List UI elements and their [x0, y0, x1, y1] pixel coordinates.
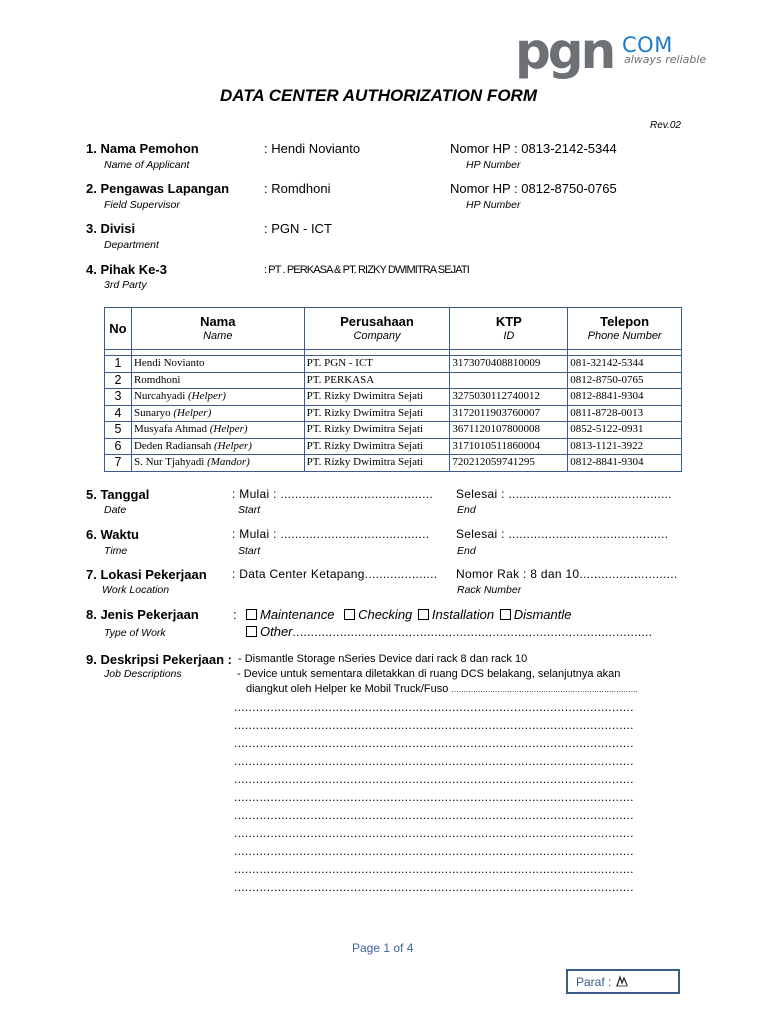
header-no: No	[105, 308, 132, 350]
description-sublabel: Job Descriptions	[104, 668, 182, 680]
table-row: 5 Musyafa Ahmad (Helper) PT. Rizky Dwimitra Sejati 3671120107800008 0852-5122-0931	[105, 422, 682, 439]
blank-line[interactable]: ..............................................................................................................	[234, 700, 634, 714]
dismantle-option[interactable]: Dismantle	[500, 607, 572, 622]
personnel-table	[104, 307, 682, 472]
table-row: 1 Hendi Novianto PT. PGN - ICT 3173070408810009 081-32142-5344	[105, 356, 682, 373]
blank-line[interactable]: ..............................................................................................................	[234, 754, 634, 768]
initials-label: Paraf :	[576, 974, 629, 989]
blank-line[interactable]: ..............................................................................................................	[234, 736, 634, 750]
supervisor-phone-sublabel: HP Number	[466, 199, 521, 211]
table-row: 6 Deden Radiansah (Helper) PT. Rizky Dwimitra Sejati 3171010511860004 0813-1121-3922	[105, 438, 682, 455]
work-type-options	[246, 607, 571, 622]
applicant-phone: Nomor HP : 0813-2142-5344	[450, 141, 617, 156]
logo-mark: pgn	[515, 22, 614, 80]
revision-label: Rev.02	[650, 120, 681, 131]
work-type-sublabel: Type of Work	[104, 627, 166, 639]
division-value: : PGN - ICT	[264, 221, 332, 236]
maintenance-option[interactable]: Maintenance	[246, 607, 334, 622]
description-label: 9. Deskripsi Pekerjaan :	[86, 652, 232, 667]
blank-line[interactable]: ..............................................................................................................	[234, 880, 634, 894]
signature-icon	[615, 974, 629, 988]
applicant-label: 1. Nama Pemohon	[86, 141, 199, 156]
time-sublabel: Time	[104, 545, 128, 557]
logo-tagline: always reliable	[624, 53, 707, 66]
header-company: Perusahaan Company	[304, 308, 450, 350]
date-start-field[interactable]: : Mulai : ..........................................	[232, 487, 433, 501]
time-end-field[interactable]: Selesai : ............................................	[456, 527, 669, 541]
date-start-sublabel: Start	[238, 504, 261, 516]
work-type-colon: :	[233, 607, 237, 622]
division-sublabel: Department	[104, 239, 159, 251]
third-party-sublabel: 3rd Party	[104, 279, 147, 291]
blank-line[interactable]: ..............................................................................................................	[234, 844, 634, 858]
header-ktp: KTP ID	[450, 308, 568, 350]
description-line-3: diangkut oleh Helper ke Mobil Truck/Fuso .............................................................................	[246, 683, 638, 695]
checkbox-icon[interactable]	[246, 626, 257, 637]
supervisor-sublabel: Field Supervisor	[104, 199, 180, 211]
supervisor-phone: Nomor HP : 0812-8750-0765	[450, 181, 617, 196]
checkbox-icon[interactable]	[344, 609, 355, 620]
supervisor-label: 2. Pengawas Lapangan	[86, 181, 230, 196]
checkbox-icon[interactable]	[246, 609, 257, 620]
date-end-sublabel: End	[457, 504, 476, 516]
table-row: 4 Sunaryo (Helper) PT. Rizky Dwimitra Sejati 3172011903760007 0811-8728-0013	[105, 405, 682, 422]
description-line-2: - Device untuk sementara diletakkan di ruang DCS belakang, selanjutnya akan	[237, 668, 621, 680]
page-number: Page 1 of 4	[352, 941, 414, 955]
rack-number-sublabel: Rack Number	[457, 584, 522, 596]
location-value[interactable]: : Data Center Ketapang....................	[232, 567, 438, 581]
table-row: 7 S. Nur Tjahyadi (Mandor) PT. Rizky Dwimitra Sejati 720212059741295 0812-8841-9304	[105, 455, 682, 472]
header-name: Nama Name	[131, 308, 304, 350]
checking-option[interactable]: Checking	[344, 607, 412, 622]
date-sublabel: Date	[104, 504, 127, 516]
checkbox-icon[interactable]	[418, 609, 429, 620]
time-start-field[interactable]: : Mulai : .........................................	[232, 527, 430, 541]
work-type-label: 8. Jenis Pekerjaan	[86, 607, 199, 622]
time-label: 6. Waktu	[86, 527, 139, 542]
blank-line[interactable]: ..............................................................................................................	[234, 772, 634, 786]
time-start-sublabel: Start	[238, 545, 261, 557]
blank-line[interactable]: ..............................................................................................................	[234, 826, 634, 840]
form-title: DATA CENTER AUTHORIZATION FORM	[220, 86, 537, 105]
table-row: 2 Romdhoni PT. PERKASA 0812-8750-0765	[105, 372, 682, 389]
date-label: 5. Tanggal	[86, 487, 150, 502]
applicant-sublabel: Name of Applicant	[104, 159, 190, 171]
description-line-1: - Dismantle Storage nSeries Device dari rack 8 dan rack 10	[238, 653, 528, 665]
header-phone: Telepon Phone Number	[568, 308, 682, 350]
time-end-sublabel: End	[457, 545, 476, 557]
blank-line[interactable]: ..............................................................................................................	[234, 790, 634, 804]
checkbox-icon[interactable]	[500, 609, 511, 620]
blank-line[interactable]: ..............................................................................................................	[234, 718, 634, 732]
rack-number-value[interactable]: Nomor Rak : 8 dan 10...........................	[456, 567, 678, 581]
other-dots[interactable]: ...................................................................................................	[292, 625, 653, 639]
third-party-value: : PT . PERKASA & PT. RIZKY DWIMITRA SEJATI	[264, 264, 469, 276]
other-option[interactable]: Other...................................................................................................	[246, 624, 652, 639]
blank-line[interactable]: ..............................................................................................................	[234, 862, 634, 876]
date-end-field[interactable]: Selesai : .............................................	[456, 487, 672, 501]
location-label: 7. Lokasi Pekerjaan	[86, 567, 207, 582]
location-sublabel: Work Location	[102, 584, 170, 596]
supervisor-value: : Romdhoni	[264, 181, 331, 196]
applicant-phone-sublabel: HP Number	[466, 159, 521, 171]
division-label: 3. Divisi	[86, 221, 136, 236]
logo-suffix: COM	[622, 33, 673, 57]
blank-line[interactable]: ..............................................................................................................	[234, 808, 634, 822]
applicant-value: : Hendi Novianto	[264, 141, 361, 156]
installation-option[interactable]: Installation	[418, 607, 494, 622]
table-row: 3 Nurcahyadi (Helper) PT. Rizky Dwimitra Sejati 3275030112740012 0812-8841-9304	[105, 389, 682, 406]
third-party-label: 4. Pihak Ke-3	[86, 262, 167, 277]
